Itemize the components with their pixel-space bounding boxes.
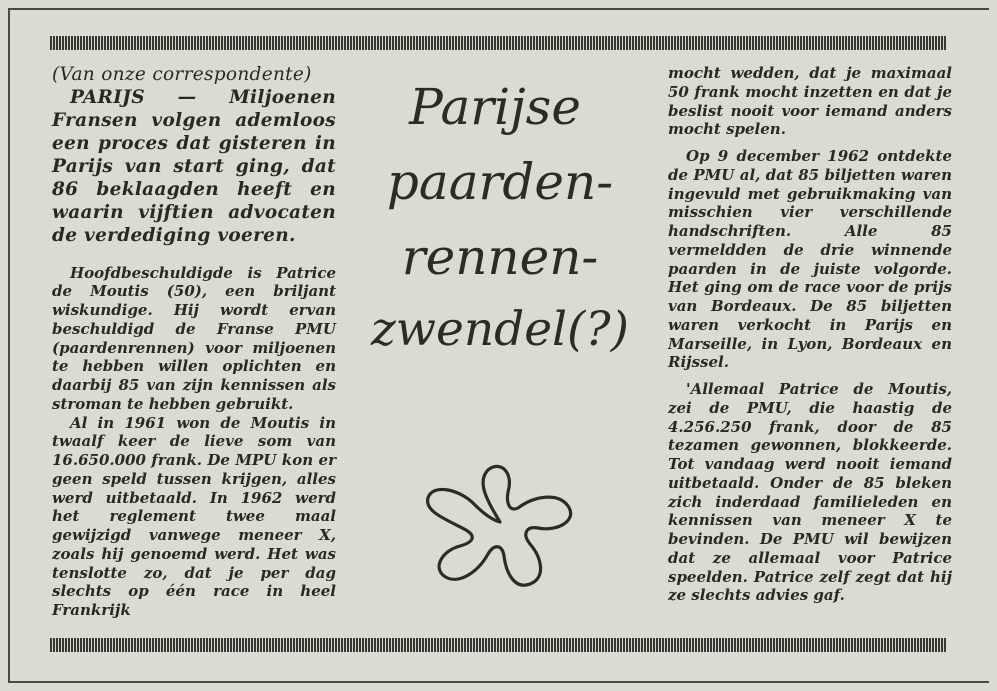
right-paragraph-2: Op 9 december 1962 ontdekte de PMU al, dat 85 biljetten waren ingevuld met gebruikmaking van misschien vier verschillende handschriften. Alle 85 vermeldden de drie winnende paarden in de juiste volgorde. Het ging om de race voor de prijs van Bordeaux. De 85 biljetten waren verkocht in Parijs en Marseille, in Lyon, Bordeaux en Rijssel. <box>668 147 952 372</box>
bottom-decorative-rule <box>50 638 946 652</box>
headline-line-2: paarden- <box>386 153 614 211</box>
left-paragraph-1: Hoofdbeschuldigde is Patrice de Moutis (50), een briljant wiskundige. Hij wordt ervan beschuldigd de Franse PMU (paardenrennen) voor miljoenen te hebben willen oplichten en daarbij 85 van zijn kennissen als stroman te hebben gebruikt. <box>52 263 336 413</box>
left-column <box>52 64 336 620</box>
article-intro <box>52 64 336 248</box>
byline: (Van onze correspondente) <box>52 64 312 85</box>
left-paragraph-2: Al in 1961 won de Moutis in twaalf keer de lieve som van 16.650.000 frank. De MPU kon er geen speld tussen krijgen, alles werd uitbetaald. In 1962 werd het reglement twee maal gewijzigd vanwege meneer X, zoals hij genoemd werd. Het was tenslotte zo, dat je per dag slechts op één race in heel Frankrijk <box>52 413 336 619</box>
top-decorative-rule <box>50 36 946 50</box>
headline-line-3: rennen- <box>401 228 599 286</box>
flower-ornament-icon <box>418 462 584 590</box>
right-paragraph-1: mocht wedden, dat je maximaal 50 frank mocht inzetten en dat je beslist nooit voor iemand anders mocht spelen. <box>668 64 952 139</box>
right-column <box>668 64 952 605</box>
headline <box>345 70 655 366</box>
intro-paragraph: PARIJS — Miljoenen Fransen volgen ademloos een proces dat gisteren in Parijs van start ging, dat 86 beklaagden heeft en waarin vijftien advocaten de verdediging voeren. <box>52 86 336 246</box>
headline-line-1: Parijse <box>409 78 581 136</box>
headline-line-4: zwendel(?) <box>371 302 629 357</box>
right-paragraph-3: 'Allemaal Patrice de Moutis, zei de PMU, die haastig de 4.256.250 frank, door de 85 tezamen gewonnen, blokkeerde. Tot vandaag werd nooit iemand uitbetaald. Onder de 85 bleken zich inderdaad familieleden en kennissen van meneer X te bevinden. De PMU wil bewijzen dat ze allemaal voor Patrice speelden. Patrice zelf zegt dat hij ze slechts advies gaf. <box>668 380 952 605</box>
